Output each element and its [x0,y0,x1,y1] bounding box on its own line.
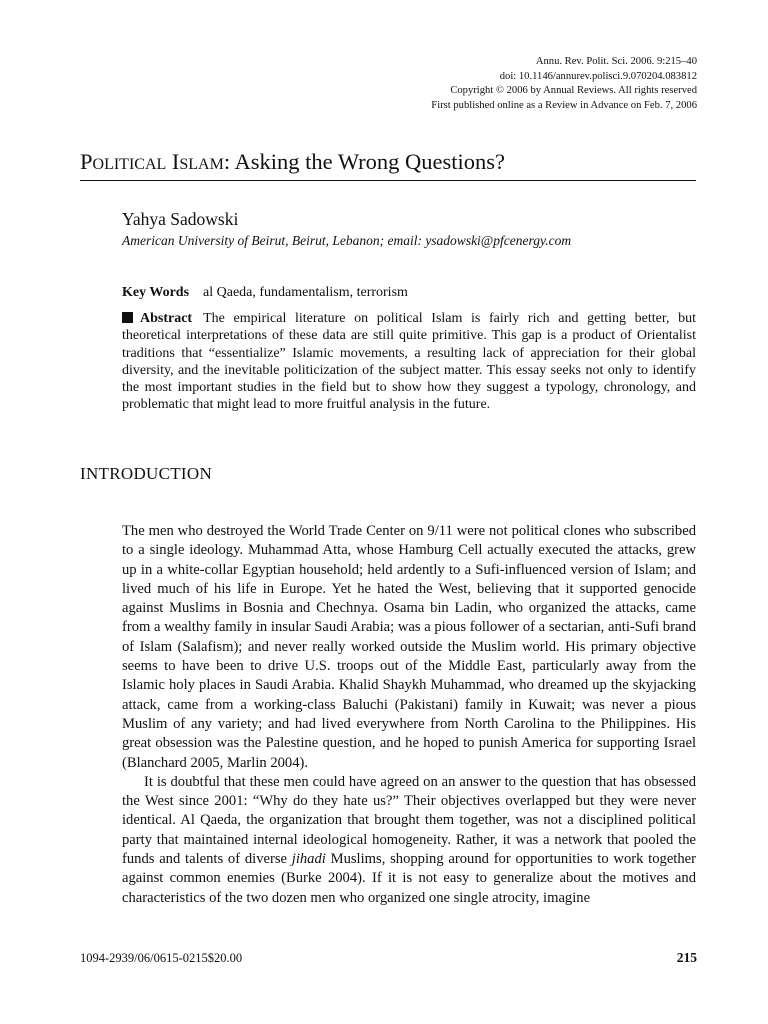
author-affiliation: American University of Beirut, Beirut, Lebanon; email: ysadowski@pfcenergy.com [122,233,572,248]
copyright-line: Copyright © 2006 by Annual Reviews. All rights reserved [450,85,697,97]
abstract-label: Abstract [140,311,193,326]
title-subtitle: Asking the Wrong Questions? [230,149,506,174]
abstract-text: The empirical literature on political Islam is fairly rich and getting better, but theoretical interpretations of these data are still quite primitive. This gap is a product of Orientalist traditions that “essentialize” Islamic movements, a resulting lack of appreciation for their global diversity, and the inevitable politicization of the subject matter. This essay seeks not only to identify the most important studies in the field but to show how they suggest a typology, chronology, and problematic that might lead to more fruitful analysis in the future. [122,311,696,413]
footer-code: 1094-2939/06/0615-0215$20.00 [80,951,243,965]
keywords-label: Key Words [122,285,190,300]
title-main: Political Islam: [80,149,231,174]
journal-citation-header [431,55,697,113]
author-name: Yahya Sadowski [122,209,239,229]
doi-line: doi: 10.1146/annurev.polisci.9.070204.083812 [499,70,697,82]
square-bullet-icon [122,312,133,323]
title-divider [80,180,696,181]
article-title [80,147,696,177]
keywords-text: al Qaeda, fundamentalism, terrorism [203,285,408,300]
section-heading: INTRODUCTION [80,464,213,483]
paragraph-1: The men who destroyed the World Trade Center on 9/11 were not political clones who subscribed to a single ideology. Muhammad Atta, whose Hamburg Cell actually executed the attacks, grew up in a white-collar Egyptian household; held ardently to a Sufi-influenced version of Islam; and lived much of his life in Europe. Yet he hated the West, believing that it supported genocide against Muslims in Bosnia and Chechnya. Osama bin Ladin, who organized the attacks, came from a wealthy family in insular Saudi Arabia; was a pious follower of a sectarian, anti-Sufi brand of Islam (Salafism); and never really worked outside the Muslim world. His primary objective seems to have been to drive U.S. troops out of the Middle East, particularly away from the Islamic holy places in Saudi Arabia. Khalid Shaykh Muhammad, who dreamed up the skyjacking attack, came from a working-class Baluchi (Pakistani) family in Kuwait; was never a pious Muslim of any variety; and had lived everywhere from North Carolina to the Philippines. His great obsession was the Palestine question, and he hoped to punish America for supporting Israel (Blanchard 2005, Marlin 2004). [122,523,696,771]
page-number: 215 [676,950,697,965]
emphasis-jihadi: jihadi [291,851,326,868]
publication-date-line: First published online as a Review in Advance on Feb. 7, 2006 [431,99,697,111]
abstract [122,310,696,414]
paragraph-2: It is doubtful that these men could have agreed on an answer to the question that has obsessed the West since 2001: “Why do they hate us?” Their objectives overlapped but they were never identical. Al Qaeda, the organization that brought them together, was not a disciplined political party that maintained internal ideological homogeneity. Rather, it was a network that pooled the funds and talents of diverse jihadi Muslims, shopping around for opportunities to work together against common enemies (Burke 2004). If it is not easy to generalize about the motives and characteristics of the two dozen men who organized one single atrocity, imagine [122,773,696,906]
citation-line: Annu. Rev. Polit. Sci. 2006. 9:215–40 [535,56,697,67]
keywords [122,284,408,302]
body-text [122,522,696,908]
